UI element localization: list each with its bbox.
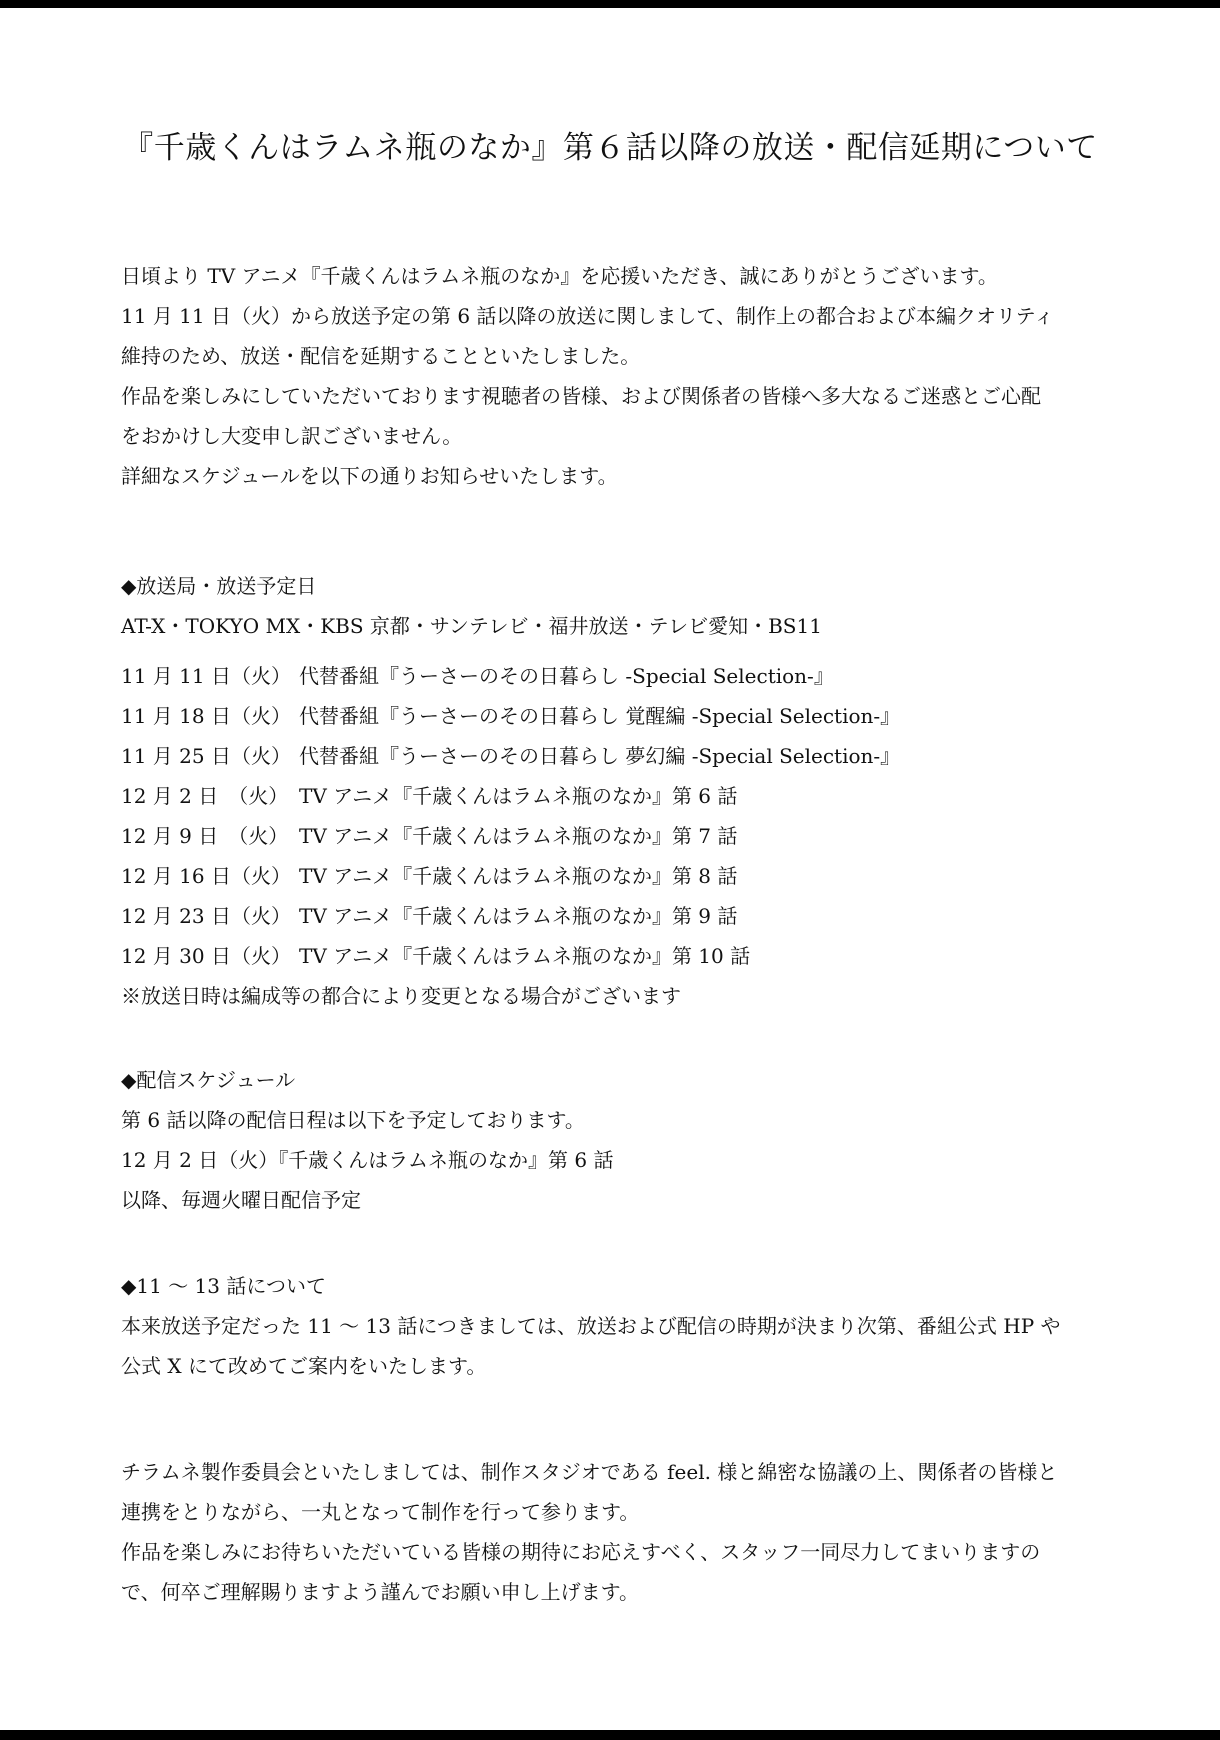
schedule-date: 12 月 2 日 （火） bbox=[121, 784, 289, 808]
broadcast-stations: AT-X・TOKYO MX・KBS 京都・サンテレビ・福井放送・テレビ愛知・BS11 bbox=[121, 614, 822, 638]
stream-line: 第 6 話以降の配信日程は以下を予定しております。 bbox=[121, 1108, 585, 1132]
closing-line: 作品を楽しみにお待ちいただいている皆様の期待にお応えすべく、スタッフ一同尽力してまいりますの bbox=[121, 1540, 1041, 1564]
intro-line: 詳細なスケジュールを以下の通りお知らせいたします。 bbox=[121, 464, 618, 488]
page-title: 『千歳くんはラムネ瓶のなか』第６話以降の放送・配信延期について bbox=[122, 130, 1098, 166]
schedule-row bbox=[121, 696, 1111, 736]
schedule-date: 12 月 9 日 （火） bbox=[121, 824, 289, 848]
schedule-program: 代替番組『うーさーのその日暮らし -Special Selection-』 bbox=[299, 664, 834, 688]
episodes-heading: ◆11 〜 13 話について bbox=[121, 1274, 326, 1298]
schedule-row bbox=[121, 936, 1111, 976]
schedule-row bbox=[121, 856, 1111, 896]
stream-line: 12 月 2 日（火）『千歳くんはラムネ瓶のなか』第 6 話 bbox=[121, 1148, 614, 1172]
schedule-program: TV アニメ『千歳くんはラムネ瓶のなか』第 10 話 bbox=[299, 944, 751, 968]
schedule-date: 12 月 30 日（火） bbox=[121, 944, 291, 968]
stream-section bbox=[121, 1060, 1111, 1220]
intro-line: をおかけし大変申し訳ございません。 bbox=[121, 424, 463, 448]
schedule-date: 11 月 11 日（火） bbox=[121, 664, 291, 688]
broadcast-schedule bbox=[121, 656, 1111, 1016]
schedule-program: TV アニメ『千歳くんはラムネ瓶のなか』第 7 話 bbox=[299, 824, 738, 848]
episodes-line: 本来放送予定だった 11 〜 13 話につきましては、放送および配信の時期が決まり次第、番組公式 HP や bbox=[121, 1314, 1061, 1338]
schedule-date: 12 月 16 日（火） bbox=[121, 864, 291, 888]
schedule-program: 代替番組『うーさーのその日暮らし 夢幻編 -Special Selection-』 bbox=[299, 744, 901, 768]
schedule-row bbox=[121, 776, 1111, 816]
bottom-border-bar bbox=[0, 1730, 1220, 1740]
episodes-11-13-section bbox=[121, 1266, 1111, 1386]
schedule-date: 11 月 25 日（火） bbox=[121, 744, 291, 768]
schedule-row bbox=[121, 736, 1111, 776]
schedule-program: 代替番組『うーさーのその日暮らし 覚醒編 -Special Selection-』 bbox=[299, 704, 901, 728]
closing-line: 連携をとりながら、一丸となって制作を行って参ります。 bbox=[121, 1500, 640, 1524]
stream-line: 以降、毎週火曜日配信予定 bbox=[121, 1188, 361, 1212]
broadcast-heading: ◆放送局・放送予定日 bbox=[121, 574, 317, 598]
intro-paragraph bbox=[121, 256, 1111, 496]
top-border-bar bbox=[0, 0, 1220, 8]
closing-paragraph bbox=[121, 1452, 1111, 1612]
schedule-program: TV アニメ『千歳くんはラムネ瓶のなか』第 8 話 bbox=[299, 864, 738, 888]
schedule-program: TV アニメ『千歳くんはラムネ瓶のなか』第 6 話 bbox=[299, 784, 738, 808]
broadcast-section bbox=[121, 566, 1111, 646]
schedule-date: 11 月 18 日（火） bbox=[121, 704, 291, 728]
schedule-row bbox=[121, 656, 1111, 696]
closing-line: チラムネ製作委員会といたしましては、制作スタジオである feel. 様と綿密な協議の上、関係者の皆様と bbox=[121, 1460, 1058, 1484]
schedule-row bbox=[121, 816, 1111, 856]
schedule-row bbox=[121, 896, 1111, 936]
episodes-line: 公式 X にて改めてご案内をいたします。 bbox=[121, 1354, 487, 1378]
intro-line: 11 月 11 日（火）から放送予定の第 6 話以降の放送に関しまして、制作上の都合および本編クオリティ bbox=[121, 304, 1055, 328]
intro-line: 日頃より TV アニメ『千歳くんはラムネ瓶のなか』を応援いただき、誠にありがとうございます。 bbox=[121, 264, 998, 288]
intro-line: 維持のため、放送・配信を延期することといたしました。 bbox=[121, 344, 641, 368]
intro-line: 作品を楽しみにしていただいております視聴者の皆様、および関係者の皆様へ多大なるご迷惑とご心配 bbox=[121, 384, 1041, 408]
schedule-program: TV アニメ『千歳くんはラムネ瓶のなか』第 9 話 bbox=[299, 904, 738, 928]
stream-heading: ◆配信スケジュール bbox=[121, 1068, 296, 1092]
schedule-note: ※放送日時は編成等の都合により変更となる場合がございます bbox=[121, 984, 681, 1008]
schedule-date: 12 月 23 日（火） bbox=[121, 904, 291, 928]
closing-line: で、何卒ご理解賜りますよう謹んでお願い申し上げます。 bbox=[121, 1580, 639, 1604]
